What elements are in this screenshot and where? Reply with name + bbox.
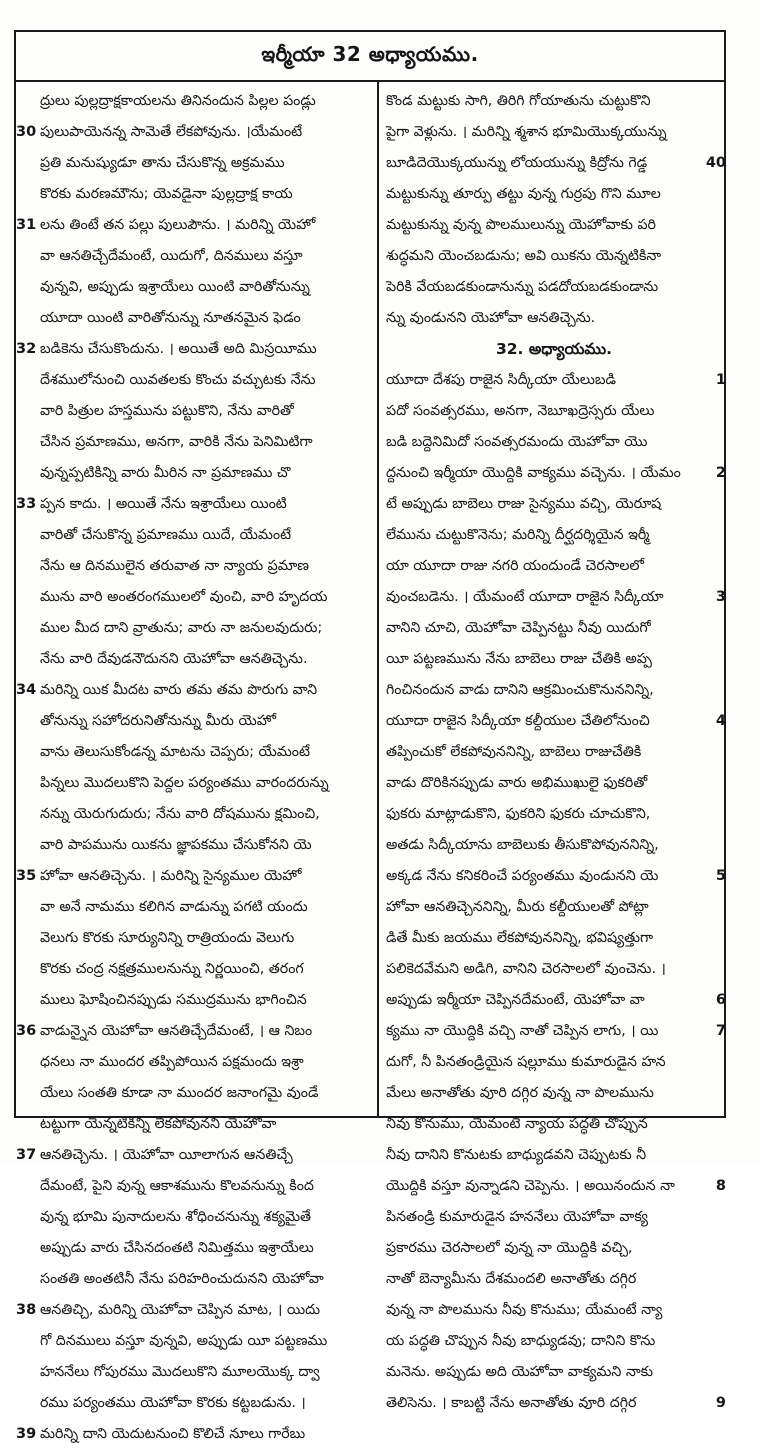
text-line [382, 675, 726, 706]
line-text: మేలు అనాతోతు వూరి దగ్గిర వున్న నా పొలమును [386, 1085, 654, 1101]
line-text: అప్పుడు వారు చేసినదంతటి నిమిత్తము ఇశ్రాయేలు [40, 1240, 314, 1256]
text-line [16, 1047, 372, 1078]
text-line [382, 396, 726, 427]
text-line [16, 1357, 372, 1388]
text-line [382, 365, 726, 396]
line-text: ప్పన కాదు. । అయితే నేను ఇశ్రాయేలు యింటి [40, 496, 287, 512]
line-text: వారి పాపమును యికను జ్ఞాపకము చేసుకోనని యె [40, 837, 312, 853]
line-text: అక్కడ నేను కనికరించే పర్యంతము వుండునని యె [386, 868, 659, 884]
text-line [16, 520, 372, 551]
text-line [16, 1233, 372, 1264]
line-text: టట్టుగా యెన్నటికిన్ని లేకపోవునని యెహోవా [40, 1116, 277, 1132]
line-text: వాను తెలుసుకోండన్న మాటను చెప్పరు; యేమంటే [40, 744, 310, 760]
text-line [16, 675, 372, 706]
text-line [16, 365, 372, 396]
text-line [382, 520, 726, 551]
line-text: ద్దనుంచి ఇర్మీయా యొద్దికి వాక్యము వచ్చెను. । యేమం [386, 465, 681, 481]
text-line [16, 1016, 372, 1047]
text-line [16, 644, 372, 675]
line-text: లను తింటే తన పల్లు పులుపౌను. । మరిన్ని యెహో [40, 217, 316, 233]
line-text: కొరకు చంద్ర నక్షత్రములనున్ను నిర్ణయించి, తరంగ [40, 961, 304, 977]
text-line [16, 1295, 372, 1326]
text-line [382, 86, 726, 117]
line-text: ధనలు నా ముందర తప్పిపోయిన పక్షమందు ఇశ్రా [40, 1054, 304, 1070]
text-line [16, 303, 372, 334]
line-text: క్యము నా యొద్దికి వచ్చి నాతో చెప్పిన లాగు, । యి [386, 1023, 659, 1039]
line-text: బడి బద్దెనిమిదో సంవత్సరమందు యెహోవా యొ [386, 434, 648, 450]
text-line [382, 892, 726, 923]
line-text: నీవు కొనుము, యేమంటే న్యాయ పద్ధతి చొప్పున [386, 1116, 648, 1132]
text-line [16, 861, 372, 892]
line-text: నేను ఆ దినములైన తరువాత నా న్యాయ ప్రమాణ [40, 558, 309, 574]
verse-number: 4 [715, 713, 726, 729]
verse-number: 7 [715, 1023, 726, 1039]
text-line [382, 706, 726, 737]
line-text: వానిని చూచి, యెహోవా చెప్పినట్టు నీవు యిదుగో [386, 620, 651, 636]
text-line [382, 1295, 726, 1326]
verse-number: 30 [16, 124, 37, 140]
verse-number: 3 [715, 589, 726, 605]
text-line [382, 458, 726, 489]
text-line [16, 1388, 372, 1419]
text-line [16, 272, 372, 303]
text-line [382, 148, 726, 179]
text-line [16, 1264, 372, 1295]
verse-number: 31 [16, 217, 37, 233]
page-frame [14, 30, 726, 1442]
line-text: పిన్నలు మొదలుకొని పెద్దల పర్యంతము వారందరున్ను [40, 775, 329, 791]
verse-number: 33 [16, 496, 37, 512]
line-text: ఆనతిచ్చి, మరిన్ని యెహోవా చెప్పిన మాట, । యిదు [40, 1302, 321, 1318]
verse-number: 5 [715, 868, 726, 884]
line-text: గించినందున వాడు దానిని ఆక్రమించుకొనుననిన్ని, [386, 682, 654, 698]
text-line [382, 1109, 726, 1140]
line-text: కొండ మట్టుకు సాగి, తిరిగి గోయాతును చుట్టుకొని [386, 93, 651, 109]
text-line [16, 985, 372, 1016]
text-line [16, 1109, 372, 1140]
text-line [382, 489, 726, 520]
column-divider [377, 82, 379, 1116]
line-text: వెలుగు కొరకు సూర్యునిన్ని రాత్రియందు వెలుగు [40, 930, 295, 946]
line-text: వున్నవి, అప్పుడు ఇశ్రాయేలు యింటి వారితోనున్ను [40, 279, 310, 295]
line-text: హోవా ఆనతిచ్చెననిన్ని, మీరు కల్దీయులతో పోట్లా [386, 899, 649, 915]
line-text: యూదా యింటి వారితోనున్ను నూతనమైన ఫెడం [40, 310, 301, 326]
verse-number: 1 [715, 372, 726, 388]
line-text: దేమంటే, పైని వున్న ఆకాశమును కొలవనున్ను కింద [40, 1178, 314, 1194]
line-text: హననేలు గోపురము మొదలుకొని మూలయొక్క ద్వా [40, 1364, 320, 1380]
verse-number: 2 [715, 465, 726, 481]
verse-number: 36 [16, 1023, 37, 1039]
text-line [382, 551, 726, 582]
line-text: పెరికి వేయబడకుండానున్ను పడదోయబడకుండాను [386, 279, 659, 295]
text-line [382, 117, 726, 148]
text-line [16, 117, 372, 148]
line-text: లేమును చుట్టుకొనెను; మరిన్ని దీర్ఘదర్శియైన ఇర్మీ [386, 527, 650, 543]
text-line [382, 210, 726, 241]
text-line [382, 1171, 726, 1202]
line-text: మట్టుకున్ను వున్న పొలములున్ను యెహోవాకు పరి [386, 217, 656, 233]
line-text: అప్పుడు ఇర్మీయా చెప్పినదేమంటే, యెహోవా వా [386, 992, 645, 1008]
line-text: తెలిసెను. । కాబట్టి నేను అనాతోతు వూరి దగ్గిర [386, 1395, 637, 1411]
verse-number: 38 [16, 1302, 37, 1318]
line-text: నేను వారి దేవుడనౌదునని యెహోవా ఆనతిచ్చెను. [40, 651, 308, 667]
line-text: డితే మీకు జయము లేకపోవుననిన్ని, భవిష్యత్తుగా [386, 930, 654, 946]
text-line [16, 458, 372, 489]
verse-number: 32 [16, 341, 37, 357]
line-text: మును వారి అంతరంగములలో వుంచి, వారి హృదయ [40, 589, 328, 605]
text-line [16, 923, 372, 954]
text-line [382, 1388, 726, 1419]
text-line [382, 1140, 726, 1171]
line-text: మరిన్ని యిక మీదట వారు తమ తమ పొరుగు వాని [40, 682, 318, 698]
line-text: పినతండ్రి కుమారుడైన హననేలు యెహోవా వాక్య [386, 1209, 648, 1225]
line-text: య పద్ధతి చొప్పున నీవు బాధ్యుడవు; దానిని కొను [386, 1333, 656, 1349]
line-text: పలికెదవేమని అడిగి, వానిని చెరసాలలో వుంచెను. । [386, 961, 666, 977]
line-text: ముల మీద దాని వ్రాతును; వారు నా జనులవుదురు; [40, 620, 323, 636]
left-column [16, 86, 372, 1450]
running-header [16, 32, 724, 82]
text-line [16, 489, 372, 520]
text-line [16, 830, 372, 861]
text-line [16, 1326, 372, 1357]
line-text: మట్టుకున్ను తూర్పు తట్టు వున్న గుర్రపు గొని మూల [386, 186, 661, 202]
line-text: వున్న భూమి పునాదులను శోధించనున్ను శక్యమైతే [40, 1209, 312, 1225]
line-text: మనెను. అప్పుడు అది యెహోవా వాక్యమని నాకు [386, 1364, 653, 1380]
line-text: వా ఆనతిచ్చేదేమంటే, యిదుగో, దినములు వస్తూ [40, 248, 303, 264]
line-text: ప్రకారము చెరసాలలో వున్న నా యొద్దికి వచ్చి, [386, 1240, 633, 1256]
line-text: వారితో చేసుకొన్న ప్రమాణము యిదే, యేమంటే [40, 527, 292, 543]
line-text: 32. అధ్యాయము. [495, 340, 613, 358]
line-text: గో దినములు వస్తూ వున్నవి, అప్పుడు యీ పట్టణము [40, 1333, 328, 1349]
chapter-heading [382, 334, 726, 365]
line-text: వాడున్నైన యెహోవా ఆనతిచ్చేదేమంటే, । ఆ నిబం [40, 1023, 313, 1039]
line-text: యేలు సంతతి కూడా నా ముందర జనాంగమై వుండే [40, 1085, 319, 1101]
line-text: తోనున్ను సహోదరునితోనున్ను మీరు యెహో [40, 713, 276, 729]
text-line [16, 210, 372, 241]
text-line [382, 1047, 726, 1078]
line-text: రము పర్యంతము యెహోవా కొరకు కట్టబడును. । [40, 1395, 306, 1411]
text-line [382, 613, 726, 644]
text-line [382, 861, 726, 892]
line-text: వారి పిత్రుల హస్తమును పట్టుకొని, నేను వారితో [40, 403, 294, 419]
text-line [382, 1264, 726, 1295]
page-title: ఇర్మీయా 32 అధ్యాయము. [261, 41, 479, 66]
text-line [382, 768, 726, 799]
line-text: బడికెను చేసుకొందును. । అయితే అది మిస్రయీము [40, 341, 317, 357]
text-line [382, 272, 726, 303]
line-text: తప్పించుకో లేకపోవుననిన్ని, బాబెలు రాజుచేతికి [386, 744, 642, 760]
line-text: కొరకు మరణమౌను; యెవడైనా పుల్లద్రాక్ష కాయ [40, 186, 293, 202]
text-line [382, 1016, 726, 1047]
verse-number: 37 [16, 1147, 37, 1163]
line-text: దుగో, నీ పినతండ్రియైన షల్లూము కుమారుడైన హన [386, 1054, 666, 1070]
line-text: శుద్ధమని యెంచబడును; అవి యికను యెన్నటికినా [386, 248, 662, 264]
text-line [16, 427, 372, 458]
line-text: హోవా ఆనతిచ్చెను. । మరిన్ని సైన్యముల యెహో [40, 868, 302, 884]
text-line [16, 613, 372, 644]
verse-number: 8 [715, 1178, 726, 1194]
text-line [16, 1419, 372, 1450]
verse-number: 9 [715, 1395, 726, 1411]
line-text: వున్న నా పొలమును నీవు కొనుము; యేమంటే న్యా [386, 1302, 663, 1318]
text-line [16, 1171, 372, 1202]
text-line [382, 1357, 726, 1388]
line-text: యూదా రాజైన సిద్కీయా కల్దీయుల చేతిలోనుంచి [386, 713, 650, 729]
line-text: వున్నప్పటికిన్ని వారు మీరిన నా ప్రమాణము చొ [40, 465, 291, 481]
line-text: ప్రతి మనుష్యుడూ తాను చేసుకొన్న అక్రమము [40, 155, 285, 171]
text-line [16, 334, 372, 365]
line-text: వాడు దొరికినప్పుడు వారు అభిముఖులై ఫుకరితో [386, 775, 648, 791]
text-line [382, 923, 726, 954]
line-text: యా యూదా రాజు నగరి యందుండే చెరసాలలో [386, 558, 645, 574]
verse-number: 40 [705, 155, 726, 171]
line-text: బూడిదెయొక్కయున్ను లోయయున్ను కిద్రోను గెడ్డ [386, 155, 648, 171]
text-line [382, 1202, 726, 1233]
line-text: ములు ఘోషించినప్పుడు సముద్రమును భాగించిన [40, 992, 307, 1008]
text-line [16, 954, 372, 985]
line-text: మరిన్ని దాని యెదుటనుంచి కొలిచే నూలు గారేబు [40, 1426, 306, 1442]
text-line [382, 1078, 726, 1109]
line-text: టే అప్పుడు బాబెలు రాజు సైన్యము వచ్చి, యెరూష [386, 496, 662, 512]
line-text: ఆనతిచ్చెను. । యెహోవా యీలాగున ఆనతిచ్చే [40, 1147, 293, 1163]
text-line [16, 768, 372, 799]
text-line [16, 737, 372, 768]
line-text: ఫుకరు మాట్లాడుకొని, ఫుకరిని ఫుకరు చూచుకొని, [386, 806, 651, 822]
text-line [16, 551, 372, 582]
text-line [16, 706, 372, 737]
verse-number: 34 [16, 682, 37, 698]
text-line [16, 1140, 372, 1171]
line-text: యీ పట్టణమును నేను బాబెలు రాజు చేతికి అప్ప [386, 651, 652, 667]
line-text: యూదా దేశపు రాజైన సిద్కీయా యేలుబడి [386, 372, 617, 388]
verse-number: 39 [16, 1426, 37, 1442]
line-text: చేసిన ప్రమాణము, అనగా, వారికి నేను పెనిమిటిగా [40, 434, 313, 450]
text-line [382, 179, 726, 210]
text-line [16, 148, 372, 179]
text-line [16, 396, 372, 427]
line-text: ద్రులు పుల్లద్రాక్షకాయలను తినినందున పిల్లల పండ్లు [40, 93, 316, 109]
verse-number: 6 [715, 992, 726, 1008]
text-line [382, 303, 726, 334]
line-text: పదో సంవత్సరము, అనగా, నెబూఖద్రెస్సరు యేలు [386, 403, 655, 419]
line-text: వుంచబడెను. । యేమంటే యూదా రాజైన సిద్కీయా [386, 589, 664, 605]
text-line [382, 1233, 726, 1264]
line-text: న్ను వుండునని యెహోవా ఆనతిచ్చెను. [386, 310, 596, 326]
verse-number: 35 [16, 868, 37, 884]
line-text: సంతతి అంతటినీ నేను పరిహరించుదునని యెహోవా [40, 1271, 324, 1287]
line-text: నన్ను యెరుగుదురు; నేను వారి దోషమును క్షమించి, [40, 806, 320, 822]
line-text: నాతో బెన్యామీను దేశమందలి అనాతోతు దగ్గిర [386, 1271, 637, 1287]
text-line [382, 644, 726, 675]
text-line [382, 582, 726, 613]
text-line [382, 954, 726, 985]
text-line [382, 241, 726, 272]
text-line [16, 241, 372, 272]
text-line [16, 86, 372, 117]
line-text: నీవు దానిని కొనుటకు బాధ్యుడవని చెప్పుటకు నీ [386, 1147, 647, 1163]
text-line [382, 799, 726, 830]
line-text: వా అనే నామము కలిగిన వాడున్ను పగటి యందు [40, 899, 308, 915]
line-text: పులుపాయెనన్న సామెతే లేకపోవును. ।యేమంటే [40, 124, 303, 140]
text-line [16, 799, 372, 830]
line-text: పైగా వెళ్లును. । మరిన్ని శ్మశాన భూమియొక్కయున్ను [386, 124, 667, 140]
text-line [16, 1202, 372, 1233]
text-line [382, 830, 726, 861]
right-column [382, 86, 726, 1419]
line-text: దేశములోనుంచి యివతలకు కొంచు వచ్చుటకు నేను [40, 372, 316, 388]
line-text: యొద్దికి వస్తూ వున్నాడని చెప్పెను. । అయినందున నా [386, 1178, 675, 1194]
text-line [382, 427, 726, 458]
text-line [16, 892, 372, 923]
text-line [16, 1078, 372, 1109]
text-line [16, 179, 372, 210]
text-line [382, 737, 726, 768]
line-text: అతడు సిద్కీయాను బాబెలుకు తీసుకొపోవుననిన్ని, [386, 837, 659, 853]
text-line [382, 1326, 726, 1357]
text-line [16, 582, 372, 613]
text-line [382, 985, 726, 1016]
